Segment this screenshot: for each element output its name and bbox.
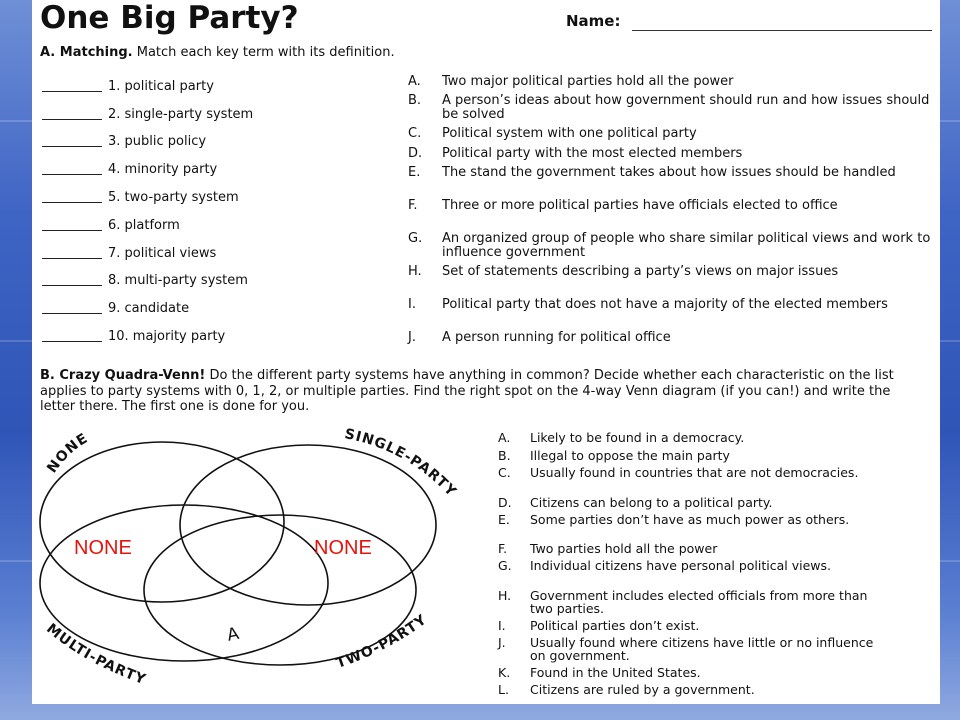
section-b-heading [40, 368, 920, 415]
section-b-instruction: Do the different party systems have anything in common? Decide whether each characteristic on the list applies to party systems with 0, 1, 2, or multiple parties. Find the right spot on the 4-way Venn diagram (if you can!) and write the letter there. The first one is done for you. [40, 368, 894, 414]
name-label: Name: [566, 12, 621, 30]
name-line [632, 30, 932, 31]
worksheet-title: One Big Party? [40, 0, 299, 36]
worksheet: One Big Party? Name: A. Matching. Match each key term with its definition. 1. political party 2. single-party system 3. public policy 4. minority party 5. two-party system 6. platform 7. political views 8. multi-party system 9. candidate 10. majority party A. Two major political parties hold all the power B. A person’s ideas about how government should run and how issues should be solved C. Political system with one political party D. Political party with the most elected members E. The stand the government takes about how issues should be handled F. Three or more political parties have officials elected to office G. An organized group of people who share similar political views and work to influence government H. Set of statements describing a party’s views on major issues I. Political party that does not have a majority of the elected members J. A person running for political office B. Crazy Quadra-Venn! Do the different party systems have anything in common? Decide whether each characteristic on the list applies to party systems with 0, 1, 2, or multiple parties. Find the right spot on the 4-way Venn diagram (if you can!) and write the letter there. The first one is done for you. NONE SINGLE-PARTY MULTI-PARTY TWO-PARTY NONE NONE A A. Likely to be found in a democracy. B. Illegal to oppose the main party C. Usually found in countries that are not democracies. D. Citizens can belong to a political party. E. Some parties don’t have as much power as others. F. Two parties hold all the power G. Individual citizens have personal political views. H. Government includes elected officials from more than two parties. I. Political parties don’t exist. J. Usually found where citizens have little or no influence on government. K. Found in the United States. L. Citizens are ruled by a government. [32, 0, 940, 704]
term-item: 6. platform [42, 219, 180, 233]
term-item: 1. political party [42, 80, 214, 94]
venn-circle-none [40, 442, 284, 602]
venn-label-multi-party: MULTI-PARTY [43, 620, 149, 689]
section-a-heading [40, 46, 395, 60]
answer-blank[interactable] [42, 285, 102, 286]
answer-blank[interactable] [42, 313, 102, 314]
term-item: 2. single-party system [42, 108, 253, 122]
section-b-label: B. Crazy Quadra-Venn! [40, 368, 206, 383]
term-item: 7. political views [42, 247, 216, 261]
venn-label-single-party: SINGLE-PARTY [343, 426, 460, 501]
handwritten-none-left: NONE [74, 537, 132, 559]
handwritten-none-right: NONE [314, 537, 372, 559]
venn-diagram [32, 420, 492, 704]
section-a-instruction: Match each key term with its definition. [136, 45, 395, 60]
venn-label-none: NONE [44, 430, 92, 477]
term-item: 9. candidate [42, 302, 189, 316]
answer-blank[interactable] [42, 146, 102, 147]
section-a-label: A. Matching. [40, 45, 133, 60]
venn-example-letter: A [225, 623, 241, 646]
answer-blank[interactable] [42, 119, 102, 120]
answer-blank[interactable] [42, 174, 102, 175]
answer-blank[interactable] [42, 91, 102, 92]
answer-blank[interactable] [42, 202, 102, 203]
venn-circle-single-party [180, 445, 436, 605]
term-item: 8. multi-party system [42, 274, 248, 288]
term-item: 5. two-party system [42, 191, 239, 205]
term-item: 10. majority party [42, 330, 225, 344]
term-item: 4. minority party [42, 163, 217, 177]
venn-label-two-party: TWO-PARTY [334, 611, 431, 672]
answer-blank[interactable] [42, 230, 102, 231]
answer-blank[interactable] [42, 341, 102, 342]
answer-blank[interactable] [42, 258, 102, 259]
term-item: 3. public policy [42, 135, 206, 149]
